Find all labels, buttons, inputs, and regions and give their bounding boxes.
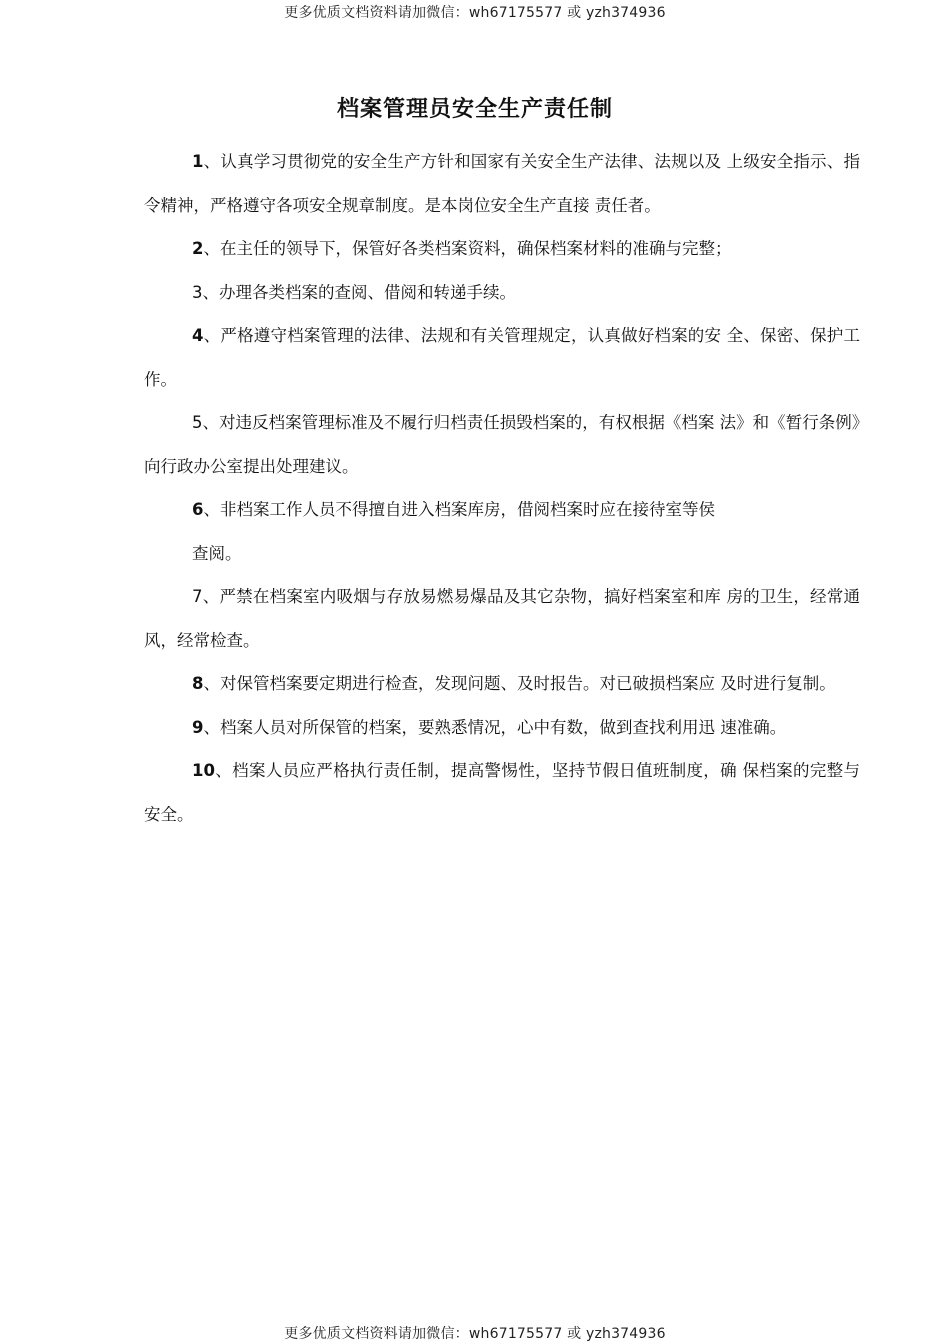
page-header: 更多优质文档资料请加微信：wh67175577 或 yzh374936 [284, 5, 666, 21]
clause-text: 、认真学习贯彻党的安全生产方针和国家有关安全生产法律、法规以及 上级安全指示、指令精神，严格遵守各项安全规章制度。是本岗位安全生产直接 责任者。 [144, 152, 860, 215]
clause-text: 、严格遵守档案管理的法律、法规和有关管理规定，认真做好档案的安 全、保密、保护工作。 [144, 326, 860, 389]
document-body [144, 140, 860, 836]
clause-number: 5 [192, 413, 203, 432]
clause-text: 、档案人员对所保管的档案，要熟悉情况，心中有数，做到查找利用迅 速准确。 [203, 717, 787, 737]
clause-3 [144, 271, 860, 315]
clause-9 [144, 706, 860, 750]
clause-number: 6 [192, 500, 204, 519]
clause-text: 、对保管档案要定期进行检查，发现问题、及时报告。对已破损档案应 及时进行复制。 [203, 674, 836, 693]
page-footer: 更多优质文档资料请加微信：wh67175577 或 yzh374936 [284, 1326, 666, 1342]
clause-4 [144, 314, 860, 401]
clause-5 [144, 401, 860, 488]
clause-number: 2 [192, 239, 204, 258]
clause-text: 、办理各类档案的查阅、借阅和转递手续。 [202, 282, 516, 302]
clause-text: 、在主任的领导下，保管好各类档案资料，确保档案材料的准确与完整； [203, 239, 732, 258]
clause-7 [144, 575, 860, 662]
clause-text: 、严禁在档案室内吸烟与存放易燃易爆品及其它杂物，搞好档案室和库 房的卫生，经常通风，经常检查。 [144, 587, 860, 650]
clause-6 [144, 488, 860, 575]
clause-1 [144, 140, 860, 227]
clause-number: 9 [192, 717, 204, 737]
clause-number: 3 [192, 282, 203, 302]
clause-number: 8 [192, 674, 204, 693]
clause-10 [144, 749, 860, 836]
clause-number: 1 [192, 152, 204, 171]
clause-text: 、档案人员应严格执行责任制，提高警惕性，坚持节假日值班制度，确 保档案的完整与安全。 [144, 761, 860, 824]
clause-8 [144, 662, 860, 706]
clause-2 [144, 227, 860, 271]
clause-continuation: 查阅。 [192, 543, 242, 563]
clause-number: 4 [192, 326, 204, 345]
clause-text: 、对违反档案管理标准及不履行归档责任损毁档案的，有权根据《档案 法》和《暂行条例》向行政办公室提出处理建议。 [144, 413, 860, 476]
clause-number: 10 [192, 761, 215, 780]
clause-text: 、非档案工作人员不得擅自进入档案库房，借阅档案时应在接待室等侯 [203, 500, 715, 519]
document-title: 档案管理员安全生产责任制 [336, 97, 613, 122]
clause-number: 7 [192, 587, 203, 606]
